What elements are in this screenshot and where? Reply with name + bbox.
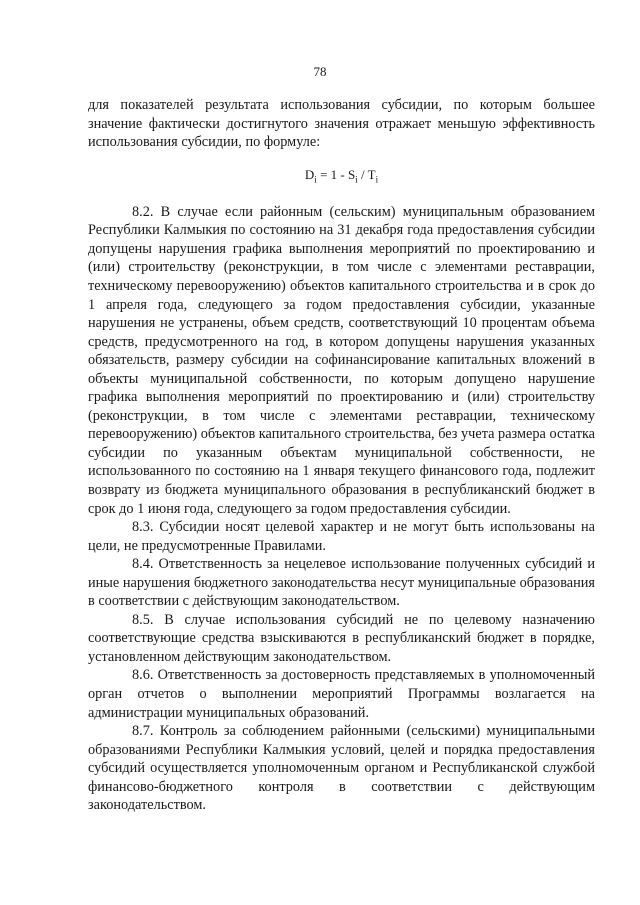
formula-lhs: D bbox=[304, 166, 315, 182]
formula-middle: = 1 - S bbox=[316, 166, 356, 182]
paragraph-8-6: 8.6. Ответственность за достоверность представляемых в уполномоченный орган отчетов о выполнении мероприятий Программы возлагается на администрации муниципальных образований. bbox=[88, 667, 595, 721]
paragraph-8-7: 8.7. Контроль за соблюдением районными (сельскими) муниципальными образованиями Республики Калмыкия условий, целей и порядка предоставления субсидий осуществляется уполномоченным органом и Республиканской службой финансово-бюджетного контроля в соответствии с действующим законодательством. bbox=[88, 723, 595, 814]
paragraph-8-4: 8.4. Ответственность за нецелевое использование полученных субсидий и иные нарушения бюджетного законодательства несут муниципальные образования в соответствии с действующим законодательством. bbox=[88, 556, 595, 610]
paragraph-8-3: 8.3. Субсидии носят целевой характер и не могут быть использованы на цели, не предусмотренные Правилами. bbox=[88, 519, 595, 554]
formula-lhs-subscript: i bbox=[314, 174, 317, 185]
formula bbox=[88, 166, 595, 189]
paragraph-8-5: 8.5. В случае использования субсидий не по целевому назначению соответствующие средства взыскиваются в республиканский бюджет в порядке, установленном действующим законодательством. bbox=[88, 611, 595, 665]
intro-paragraph: для показателей результата использования субсидии, по которым большее значение фактически достигнутого значения отражает меньшую эффективность использования субсидии, по формуле: bbox=[88, 97, 595, 151]
document-body bbox=[88, 96, 595, 815]
formula-rhs-subscript: i bbox=[375, 174, 379, 185]
paragraph-8-2: 8.2. В случае если районным (сельским) муниципальным образованием Республики Калмыкия по состоянию на 31 декабря года предоставления субсидии допущены нарушения графика выполнения мероприятий по проектированию и (или) строительству (реконструкции, в том числе с элементами реставрации, техническому перевооружению) объектов капитального строительства и в срок до 1 апреля года, следующего за годом предоставления субсидии, указанные нарушения не устранены, объем средств, соответствующий 10 процентам объема средств, предусмотренного на год, в котором допущены нарушения указанных обязательств, размеру субсидии на софинансирование капитальных вложений в объекты муниципальной собственности, по которым допущено нарушение графика выполнения мероприятий по проектированию и (или) строительству (реконструкции, в том числе с элементами реставрации, техническому перевооружению) объектов капитального строительства, без учета размера остатка субсидии по указанным объектам муниципальной собственности, не использованного по состоянию на 1 января текущего финансового года, подлежит возврату из бюджета муниципального образования в республиканский бюджет в срок до 1 июня года, следующего за годом предоставления субсидии. bbox=[88, 203, 596, 517]
formula-middle-subscript: i bbox=[355, 174, 358, 185]
page-number: 78 bbox=[313, 64, 327, 79]
formula-divider: / T bbox=[357, 166, 376, 182]
